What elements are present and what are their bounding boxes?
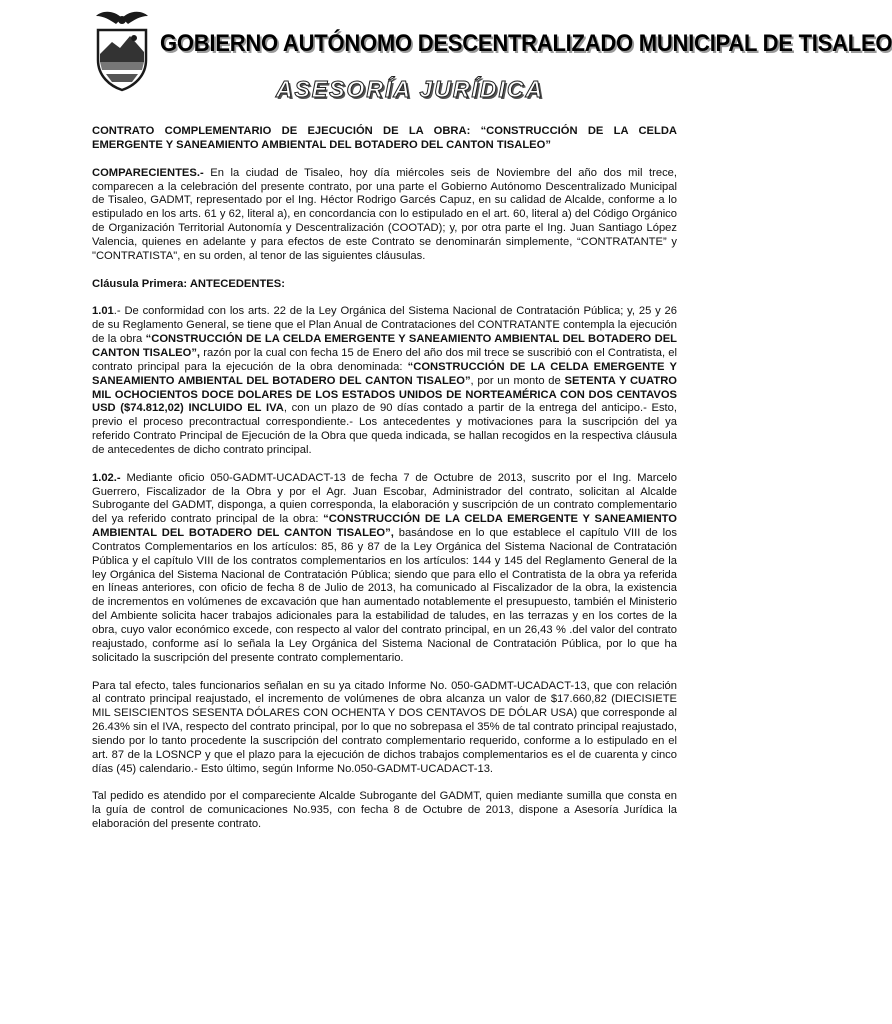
paragraph-tal-pedido: Tal pedido es atendido por el compareciente Alcalde Subrogante del GADMT, quien mediante sumilla que consta en la guía de control de comunicaciones No.935, con fecha 8 de Octubre de 2013, dispone a Asesoría Jurídica la elaboración del presente contrato. [92, 790, 677, 831]
letterhead [0, 0, 892, 110]
comparecientes-label: COMPARECIENTES.- [92, 166, 204, 179]
paragraph-1-02 [92, 472, 677, 666]
clause-heading: Cláusula Primera: ANTECEDENTES: [92, 277, 285, 290]
bold-run: SETENTA Y CUATRO MIL OCHOCIENTOS DOCE DOLARES DE LOS ESTADOS UNIDOS DE NORTEAMÉRICA CON DOS CENTAVOS USD ($74.812,02) INCLUIDO EL IVA [92, 374, 677, 415]
paragraph-para-tal-efecto: Para tal efecto, tales funcionarios señalan en su ya citado Informe No. 050-GADMT-UCADACT-13, que con relación al contrato principal reajustado, el incremento de volúmenes de obra alcanza un valor de $17.660,82 (DIECISIETE MIL SEISCIENTOS SESENTA DÓLARES CON OCHENTA Y DOS CENTAVOS DE DÓLAR USA) que corresponde al 26.43% sin el IVA, respecto del contrato principal, por lo que no sobrepasa el 35% de tal contrato principal reajustado, siendo por lo tanto procedente la suscripción del contrato complementario requerido, conforme a lo estipulado en el art. 87 de la LOSNCP y que el plazo para la ejecución de dichos trabajos complementarios es el de cuarenta y cinco días (45) calendario.- Esto último, según Informe No.050-GADMT-UCADACT-13. [92, 679, 677, 775]
bold-run: “CONSTRUCCIÓN DE LA CELDA EMERGENTE Y SANEAMIENTO AMBIENTAL DEL BOTADERO DEL CANTON TISALEO”, [92, 513, 677, 540]
text-run: , con un plazo de 90 días contado a partir de la entrega del anticipo.- Esto, previo el proceso precontractual correspondiente.- Los antecedentes y motivaciones para la suscripción del ya referido Contrato Principal de Ejecución de la Obra que queda indicada, se hallan recogidos en la respectiva cláusula de antecedentes de dicho contrato principal. [92, 402, 677, 456]
text-run: , por un monto de [470, 374, 565, 387]
department-name: ASESORÍA JURÍDICA [275, 76, 545, 102]
municipal-crest-icon [92, 8, 152, 92]
comparecientes-text: En la ciudad de Tisaleo, hoy día miércoles seis de Noviembre del año dos mil trece, comparecen a la celebración del presente contrato, por una parte el Gobierno Autónomo Descentralizado Municipal de Tisaleo, GADMT, representado por el Ing. Héctor Rodrigo Garcés Capuz, en su calidad de Alcalde, conforme a lo estipulado en los arts. 61 y 62, literal a), en concordancia con lo estipulado en el art. 60, literal a) del Código Orgánico de Organización Territorial Autonomía y Descentralización (COOTAD); y, por otra parte el Ing. Juan Santiago López Valencia, quienes en adelante y para efectos de este Contrato se denominarán simplemente, “CONTRATANTE” y "CONTRATISTA", en su orden, al tenor de las siguientes cláusulas. [92, 166, 677, 262]
section-number: 1.02.- [92, 471, 121, 484]
paragraph-1-01 [92, 305, 677, 457]
bold-run: “CONSTRUCCIÓN DE LA CELDA EMERGENTE Y SANEAMIENTO AMBIENTAL DEL BOTADERO DEL CANTON TISALEO”, [92, 333, 677, 359]
bold-run: “CONSTRUCCIÓN DE LA CELDA EMERGENTE Y SANEAMIENTO AMBIENTAL DEL BOTADERO DEL CANTON TISALEO” [92, 360, 677, 387]
contract-title: CONTRATO COMPLEMENTARIO DE EJECUCIÓN DE LA OBRA: “CONSTRUCCIÓN DE LA CELDA EMERGENTE Y SANEAMIENTO AMBIENTAL DEL BOTADERO DEL CANTON TISALEO” [92, 125, 677, 151]
text-run: Mediante oficio 050-GADMT-UCADACT-13 de fecha 7 de Octubre de 2013, suscrito por el Ing. Marcelo Guerrero, Fiscalizador de la Obra y por el Agr. Juan Escobar, Administrador del contrato, solicitan al Alcalde Subrogante del GADMT, disponga, a quien corresponda, la elaboración y suscripción de un contrato complementario del ya referido contrato principal de la obra: [92, 471, 677, 526]
text-run: basándose en lo que establece el capítulo VIII de los Contratos Complementarios en los artículos: 85, 86 y 87 de la Ley Orgánica del Sistema Nacional de Contratación Pública y el capítulo VIII de los contratos complementarios en los artículos: 144 y 145 del Reglamento General de la ley Orgánica del Sistema Nacional de Contratación Pública; siendo que para ello el Contratista de la obra ya referida en líneas anteriores, con oficio de fecha 8 de Julio de 2013, ha comunicado al Fiscalizador de la obra, la existencia de incrementos en volúmenes de excavación que han aumentado notablemente el presupuesto, también el Ministerio del Ambiente solicita hacer trabajos adicionales para la estabilidad de taludes, en las terrazas y en los cortes de la obra, cuyo valor económico excede, con respecto al valor del contrato principal, en un 26,43 % .del valor del contrato reajustado, conforme así lo señala la Ley Orgánica del Sistema Nacional de Contratación Pública, por lo que ha solicitado la suscripción del presente contrato complementario. [92, 527, 677, 664]
paragraph-comparecientes [92, 167, 677, 264]
document-body [92, 125, 677, 846]
organization-name: GOBIERNO AUTÓNOMO DESCENTRALIZADO MUNICIPAL DE TISALEO [160, 30, 892, 57]
text-run: razón por la cual con fecha 15 de Enero del año dos mil trece se suscribió con el Contratista, el contrato principal para la ejecución de la obra denominada: [92, 346, 678, 373]
section-number: 1.01 [92, 305, 114, 318]
text-run: .- De conformidad con los arts. 22 de la Ley Orgánica del Sistema Nacional de Contratación Pública; y, 25 y 26 de su Reglamento General, se tiene que el Plan Anual de Contrataciones del CONTRATANTE contempla la ejecución de la obra [92, 305, 677, 346]
